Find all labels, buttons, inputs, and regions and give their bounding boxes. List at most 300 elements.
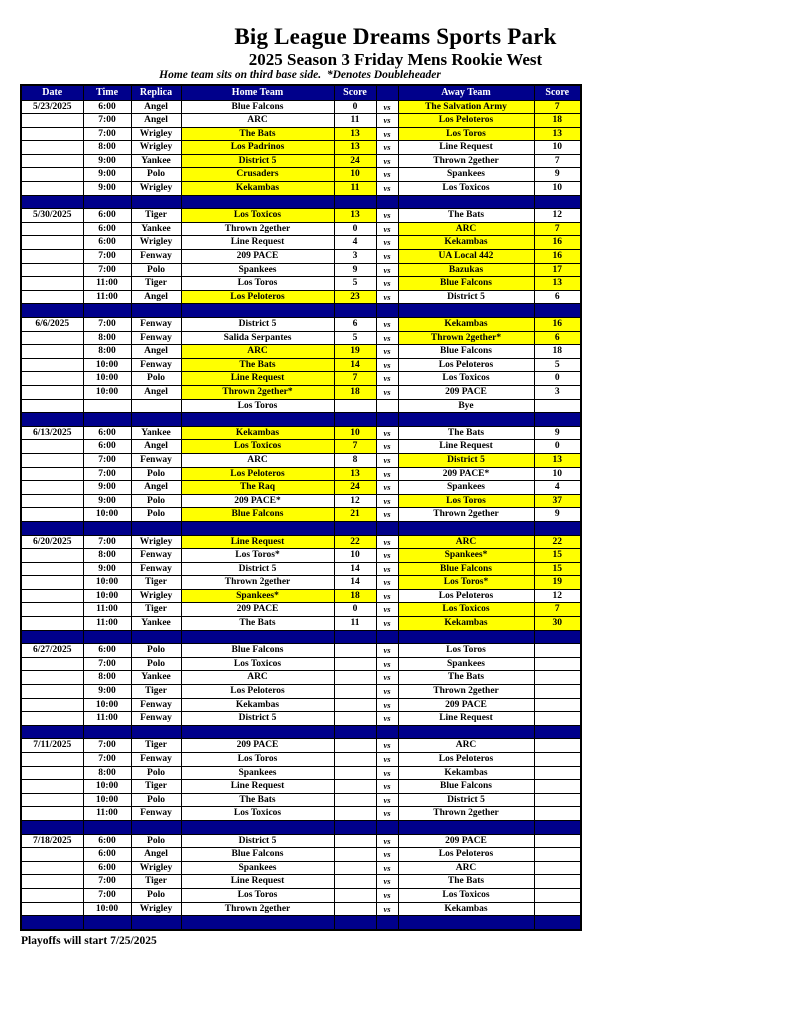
replica-cell: Polo [131, 766, 181, 780]
home-team-cell: Thrown 2gether [181, 576, 334, 590]
game-row [21, 250, 581, 264]
home-team-cell: Blue Falcons [181, 100, 334, 114]
vs-cell: vs [376, 453, 398, 467]
game-row [21, 154, 581, 168]
replica-cell: Fenway [131, 549, 181, 563]
away-score-cell: 6 [534, 290, 581, 304]
away-score-cell [534, 848, 581, 862]
home-team-cell: Los Toros [181, 399, 334, 413]
game-row [21, 290, 581, 304]
date-cell [21, 576, 83, 590]
time-cell: 8:00 [83, 331, 131, 345]
home-team-cell: District 5 [181, 154, 334, 168]
away-team-cell: Kekambas [398, 236, 534, 250]
away-team-cell: Thrown 2gether [398, 685, 534, 699]
separator-cell [21, 413, 83, 427]
page-title: Big League Dreams Sports Park [234, 24, 557, 49]
replica-cell: Angel [131, 100, 181, 114]
date-cell [21, 807, 83, 821]
game-row [21, 222, 581, 236]
home-score-cell: 11 [334, 182, 376, 196]
home-team-cell: Los Toros [181, 888, 334, 902]
home-team-cell: Blue Falcons [181, 644, 334, 658]
page-subtitle: 2025 Season 3 Friday Mens Rookie West [248, 50, 543, 69]
game-row [21, 236, 581, 250]
home-team-cell: Los Toxicos [181, 807, 334, 821]
replica-cell: Polo [131, 657, 181, 671]
separator-cell [534, 521, 581, 535]
separator-cell [131, 195, 181, 209]
replica-cell: Fenway [131, 453, 181, 467]
date-cell [21, 657, 83, 671]
time-cell: 6:00 [83, 426, 131, 440]
home-score-cell [334, 848, 376, 862]
vs-cell: vs [376, 671, 398, 685]
time-cell: 8:00 [83, 766, 131, 780]
replica-cell: Fenway [131, 250, 181, 264]
away-team-cell: The Bats [398, 426, 534, 440]
game-row [21, 888, 581, 902]
date-cell: 6/27/2025 [21, 644, 83, 658]
away-score-cell: 10 [534, 182, 581, 196]
away-team-cell: Kekambas [398, 902, 534, 916]
date-cell [21, 154, 83, 168]
away-team-cell: Blue Falcons [398, 562, 534, 576]
date-cell [21, 481, 83, 495]
date-cell: 6/13/2025 [21, 426, 83, 440]
replica-cell: Tiger [131, 209, 181, 223]
time-cell: 11:00 [83, 617, 131, 631]
date-cell [21, 399, 83, 413]
away-score-cell [534, 780, 581, 794]
away-score-cell: 5 [534, 358, 581, 372]
away-score-cell: 18 [534, 114, 581, 128]
time-cell: 10:00 [83, 508, 131, 522]
game-row [21, 426, 581, 440]
game-row [21, 657, 581, 671]
replica-cell: Wrigley [131, 902, 181, 916]
home-score-cell: 9 [334, 263, 376, 277]
separator-cell [334, 820, 376, 834]
date-cell [21, 277, 83, 291]
separator-cell [131, 630, 181, 644]
replica-cell: Wrigley [131, 861, 181, 875]
vs-cell: vs [376, 589, 398, 603]
time-cell: 7:00 [83, 127, 131, 141]
vs-cell: vs [376, 603, 398, 617]
time-cell: 10:00 [83, 589, 131, 603]
date-cell [21, 222, 83, 236]
separator-row [21, 521, 581, 535]
away-team-cell: UA Local 442 [398, 250, 534, 264]
home-score-cell: 11 [334, 617, 376, 631]
away-score-cell: 13 [534, 453, 581, 467]
date-cell [21, 372, 83, 386]
game-row [21, 807, 581, 821]
separator-row [21, 916, 581, 930]
home-score-cell: 13 [334, 127, 376, 141]
time-cell: 9:00 [83, 562, 131, 576]
separator-cell [181, 413, 334, 427]
home-score-cell [334, 644, 376, 658]
game-row [21, 372, 581, 386]
replica-cell: Angel [131, 345, 181, 359]
time-cell: 11:00 [83, 712, 131, 726]
date-cell [21, 875, 83, 889]
time-cell: 7:00 [83, 453, 131, 467]
away-score-cell: 17 [534, 263, 581, 277]
away-team-cell: Thrown 2gether [398, 508, 534, 522]
home-score-cell: 0 [334, 603, 376, 617]
away-team-cell: Los Toxicos [398, 603, 534, 617]
vs-cell: vs [376, 848, 398, 862]
separator-cell [131, 304, 181, 318]
away-team-cell: Los Toros [398, 494, 534, 508]
home-score-cell [334, 739, 376, 753]
replica-cell: Wrigley [131, 535, 181, 549]
vs-cell: vs [376, 114, 398, 128]
vs-cell: vs [376, 535, 398, 549]
time-cell: 6:00 [83, 644, 131, 658]
vs-cell: vs [376, 222, 398, 236]
home-team-cell: The Bats [181, 793, 334, 807]
vs-cell: vs [376, 290, 398, 304]
vs-cell: vs [376, 685, 398, 699]
column-header: Score [534, 85, 581, 100]
separator-cell [21, 630, 83, 644]
away-score-cell: 7 [534, 100, 581, 114]
separator-cell [398, 195, 534, 209]
away-team-cell: Line Request [398, 141, 534, 155]
separator-cell [376, 413, 398, 427]
vs-cell: vs [376, 318, 398, 332]
time-cell: 8:00 [83, 345, 131, 359]
home-team-cell: Los Padrinos [181, 141, 334, 155]
away-team-cell: Line Request [398, 440, 534, 454]
home-team-cell: Blue Falcons [181, 848, 334, 862]
separator-cell [334, 413, 376, 427]
date-cell: 6/20/2025 [21, 535, 83, 549]
away-score-cell: 3 [534, 385, 581, 399]
column-header: Away Team [398, 85, 534, 100]
home-score-cell [334, 671, 376, 685]
away-score-cell [534, 685, 581, 699]
away-score-cell: 9 [534, 508, 581, 522]
vs-cell: vs [376, 236, 398, 250]
home-team-cell: Los Peloteros [181, 290, 334, 304]
separator-cell [21, 916, 83, 930]
replica-cell: Polo [131, 888, 181, 902]
home-team-cell: Line Request [181, 875, 334, 889]
away-score-cell: 15 [534, 562, 581, 576]
vs-cell: vs [376, 277, 398, 291]
away-score-cell: 6 [534, 331, 581, 345]
date-cell [21, 453, 83, 467]
separator-cell [21, 820, 83, 834]
date-cell: 5/30/2025 [21, 209, 83, 223]
home-team-cell: District 5 [181, 562, 334, 576]
away-team-cell: Spankees* [398, 549, 534, 563]
vs-cell: vs [376, 508, 398, 522]
home-score-cell [334, 712, 376, 726]
home-team-cell: Line Request [181, 780, 334, 794]
home-team-cell: Los Toxicos [181, 440, 334, 454]
away-score-cell: 0 [534, 372, 581, 386]
separator-cell [131, 413, 181, 427]
date-cell [21, 290, 83, 304]
replica-cell: Polo [131, 263, 181, 277]
separator-row [21, 413, 581, 427]
home-score-cell: 24 [334, 154, 376, 168]
home-team-cell: The Raq [181, 481, 334, 495]
away-score-cell: 7 [534, 603, 581, 617]
column-header [376, 85, 398, 100]
home-score-cell [334, 753, 376, 767]
away-score-cell [534, 698, 581, 712]
game-row [21, 780, 581, 794]
separator-cell [83, 725, 131, 739]
date-cell [21, 617, 83, 631]
separator-cell [131, 820, 181, 834]
replica-cell: Wrigley [131, 182, 181, 196]
game-row [21, 440, 581, 454]
header-row [21, 85, 581, 100]
game-row [21, 603, 581, 617]
game-row [21, 508, 581, 522]
home-team-cell: Los Peloteros [181, 467, 334, 481]
home-team-cell: District 5 [181, 834, 334, 848]
vs-cell: vs [376, 127, 398, 141]
time-cell: 9:00 [83, 685, 131, 699]
home-team-cell: ARC [181, 671, 334, 685]
home-score-cell: 3 [334, 250, 376, 264]
separator-cell [334, 725, 376, 739]
vs-cell: vs [376, 698, 398, 712]
separator-cell [376, 725, 398, 739]
away-team-cell: Los Toros* [398, 576, 534, 590]
home-team-cell: The Bats [181, 358, 334, 372]
separator-cell [83, 304, 131, 318]
date-cell [21, 562, 83, 576]
away-team-cell: Los Peloteros [398, 589, 534, 603]
home-team-cell: Salida Serpantes [181, 331, 334, 345]
date-cell: 6/6/2025 [21, 318, 83, 332]
separator-cell [21, 304, 83, 318]
time-cell: 10:00 [83, 372, 131, 386]
separator-cell [334, 521, 376, 535]
vs-cell: vs [376, 576, 398, 590]
game-row [21, 277, 581, 291]
time-cell: 9:00 [83, 168, 131, 182]
home-score-cell [334, 685, 376, 699]
home-score-cell: 10 [334, 549, 376, 563]
away-team-cell: Spankees [398, 168, 534, 182]
away-team-cell: Los Peloteros [398, 753, 534, 767]
away-team-cell: 209 PACE [398, 698, 534, 712]
game-row [21, 318, 581, 332]
column-header: Home Team [181, 85, 334, 100]
separator-cell [534, 725, 581, 739]
date-cell [21, 236, 83, 250]
away-team-cell: 209 PACE [398, 834, 534, 848]
home-team-cell: 209 PACE [181, 739, 334, 753]
away-team-cell: Los Toxicos [398, 372, 534, 386]
separator-row [21, 195, 581, 209]
vs-cell: vs [376, 712, 398, 726]
home-team-cell: Los Toxicos [181, 209, 334, 223]
time-cell: 7:00 [83, 535, 131, 549]
vs-cell: vs [376, 834, 398, 848]
date-cell [21, 793, 83, 807]
time-cell: 10:00 [83, 576, 131, 590]
game-row [21, 589, 581, 603]
game-row [21, 793, 581, 807]
time-cell: 9:00 [83, 154, 131, 168]
date-cell [21, 603, 83, 617]
separator-cell [21, 521, 83, 535]
away-team-cell: Los Toxicos [398, 182, 534, 196]
separator-cell [21, 195, 83, 209]
home-team-cell: Spankees [181, 263, 334, 277]
separator-cell [534, 630, 581, 644]
game-row [21, 739, 581, 753]
home-score-cell: 13 [334, 209, 376, 223]
date-cell [21, 114, 83, 128]
away-team-cell: 209 PACE* [398, 467, 534, 481]
separator-cell [376, 521, 398, 535]
date-cell [21, 888, 83, 902]
replica-cell: Polo [131, 467, 181, 481]
away-team-cell: Kekambas [398, 318, 534, 332]
home-team-cell: Crusaders [181, 168, 334, 182]
time-cell: 10:00 [83, 902, 131, 916]
away-score-cell [534, 902, 581, 916]
date-cell [21, 494, 83, 508]
away-score-cell: 16 [534, 236, 581, 250]
separator-cell [398, 304, 534, 318]
separator-cell [131, 916, 181, 930]
replica-cell: Tiger [131, 277, 181, 291]
home-team-cell: Spankees* [181, 589, 334, 603]
away-team-cell: Los Toxicos [398, 888, 534, 902]
date-cell: 7/18/2025 [21, 834, 83, 848]
time-cell: 11:00 [83, 277, 131, 291]
home-team-cell: ARC [181, 345, 334, 359]
time-cell: 7:00 [83, 250, 131, 264]
home-score-cell [334, 807, 376, 821]
replica-cell: Yankee [131, 671, 181, 685]
away-team-cell: ARC [398, 861, 534, 875]
replica-cell: Polo [131, 834, 181, 848]
away-score-cell: 19 [534, 576, 581, 590]
home-team-cell: District 5 [181, 712, 334, 726]
time-cell: 6:00 [83, 209, 131, 223]
game-row [21, 399, 581, 413]
time-cell: 10:00 [83, 698, 131, 712]
home-team-cell: Thrown 2gether* [181, 385, 334, 399]
separator-cell [83, 195, 131, 209]
time-cell: 11:00 [83, 603, 131, 617]
separator-cell [534, 820, 581, 834]
separator-cell [376, 630, 398, 644]
date-cell [21, 712, 83, 726]
away-team-cell: Los Toros [398, 644, 534, 658]
away-team-cell: ARC [398, 535, 534, 549]
away-score-cell [534, 766, 581, 780]
separator-cell [334, 630, 376, 644]
away-score-cell [534, 861, 581, 875]
replica-cell: Wrigley [131, 127, 181, 141]
game-row [21, 875, 581, 889]
game-row [21, 481, 581, 495]
away-team-cell: District 5 [398, 793, 534, 807]
date-cell [21, 671, 83, 685]
separator-cell [83, 820, 131, 834]
away-team-cell: Los Peloteros [398, 358, 534, 372]
game-row [21, 671, 581, 685]
home-score-cell: 0 [334, 100, 376, 114]
replica-cell: Angel [131, 290, 181, 304]
date-cell [21, 508, 83, 522]
replica-cell: Tiger [131, 780, 181, 794]
away-score-cell [534, 834, 581, 848]
separator-cell [131, 521, 181, 535]
replica-cell: Fenway [131, 712, 181, 726]
home-score-cell: 11 [334, 114, 376, 128]
separator-cell [334, 304, 376, 318]
home-score-cell [334, 399, 376, 413]
date-cell [21, 861, 83, 875]
replica-cell: Tiger [131, 576, 181, 590]
separator-cell [398, 916, 534, 930]
time-cell: 6:00 [83, 861, 131, 875]
time-cell: 9:00 [83, 481, 131, 495]
replica-cell: Polo [131, 793, 181, 807]
vs-cell: vs [376, 888, 398, 902]
vs-cell: vs [376, 861, 398, 875]
home-team-cell: District 5 [181, 318, 334, 332]
separator-cell [181, 195, 334, 209]
time-cell: 6:00 [83, 834, 131, 848]
replica-cell: Fenway [131, 753, 181, 767]
vs-cell: vs [376, 753, 398, 767]
time-cell: 7:00 [83, 739, 131, 753]
time-cell: 10:00 [83, 385, 131, 399]
separator-cell [376, 820, 398, 834]
home-team-cell: Line Request [181, 236, 334, 250]
away-score-cell: 12 [534, 589, 581, 603]
home-score-cell: 10 [334, 426, 376, 440]
away-score-cell: 0 [534, 440, 581, 454]
separator-cell [534, 916, 581, 930]
away-team-cell: Thrown 2gether [398, 154, 534, 168]
home-score-cell: 10 [334, 168, 376, 182]
away-score-cell: 15 [534, 549, 581, 563]
game-row [21, 576, 581, 590]
away-score-cell: 22 [534, 535, 581, 549]
away-team-cell: The Bats [398, 209, 534, 223]
vs-cell: vs [376, 780, 398, 794]
replica-cell: Angel [131, 385, 181, 399]
separator-cell [181, 521, 334, 535]
table-header [21, 85, 581, 100]
vs-cell: vs [376, 358, 398, 372]
away-score-cell [534, 644, 581, 658]
game-row [21, 168, 581, 182]
separator-cell [376, 304, 398, 318]
vs-cell: vs [376, 617, 398, 631]
replica-cell: Angel [131, 848, 181, 862]
